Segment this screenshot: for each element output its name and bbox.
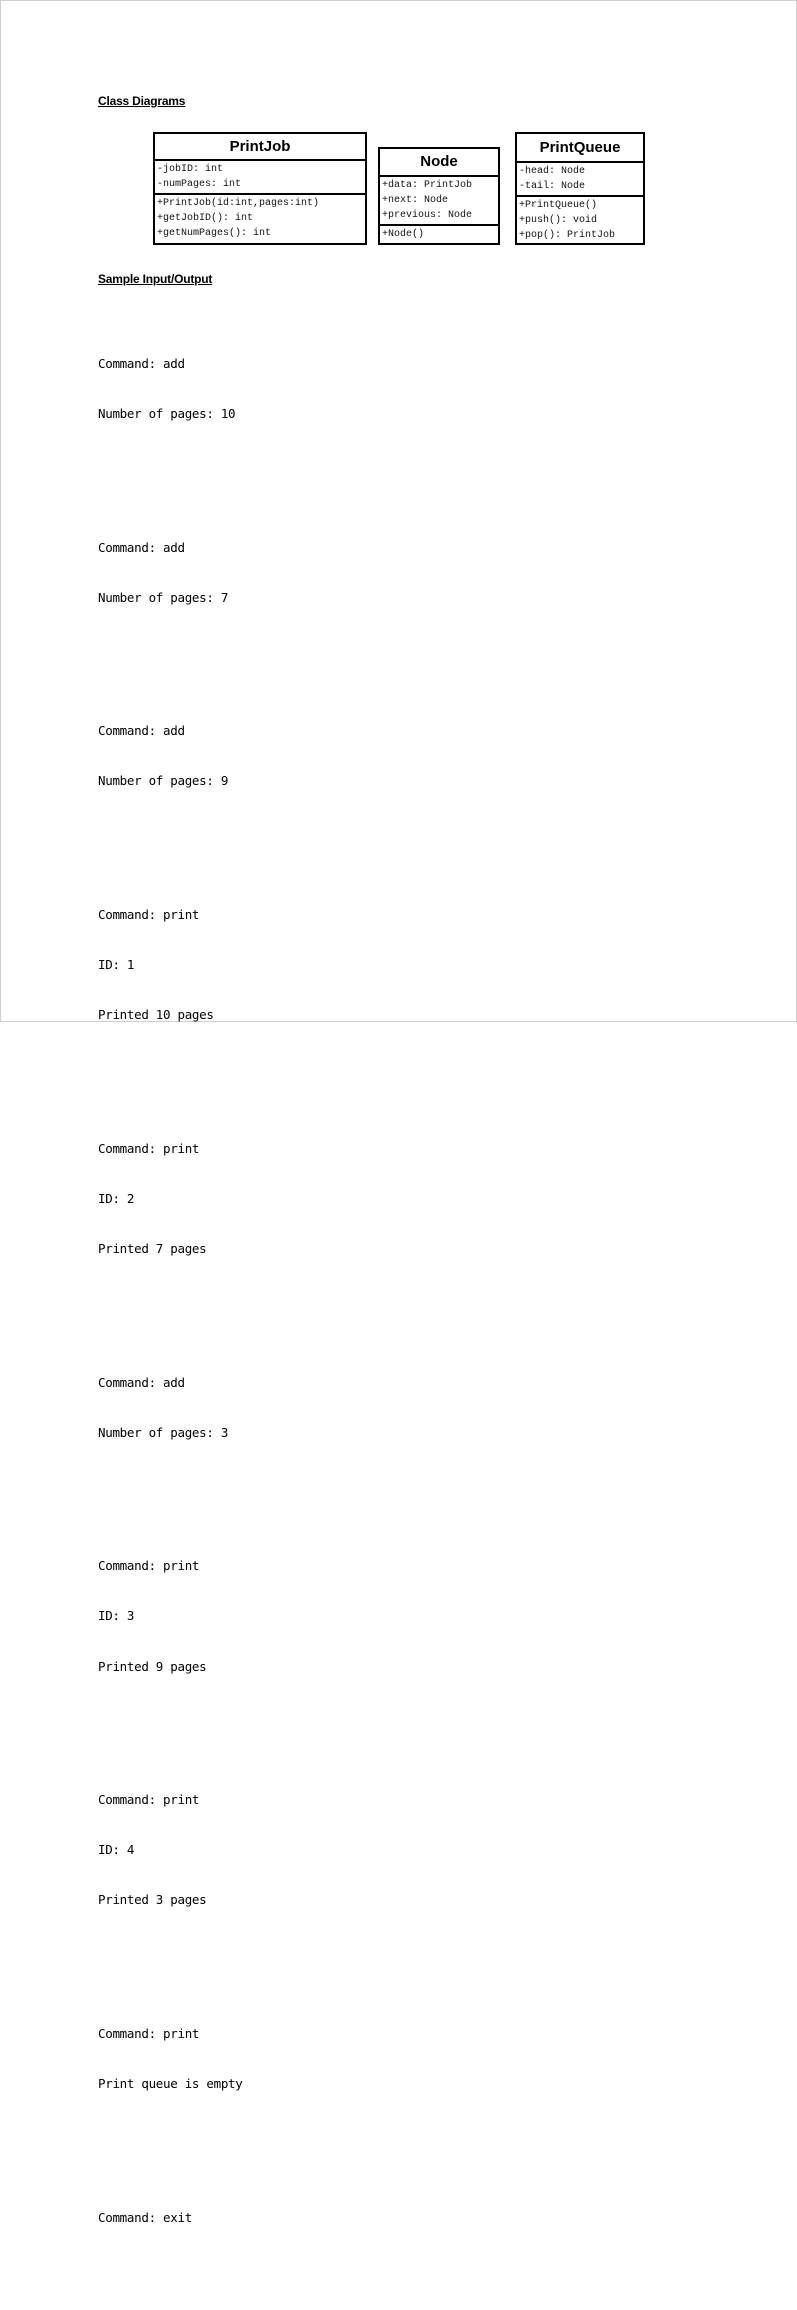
io-line: Command: print bbox=[98, 1792, 200, 1808]
io-block bbox=[98, 874, 243, 1058]
printqueue-attributes bbox=[517, 163, 643, 197]
printqueue-method: +push(): void bbox=[519, 215, 598, 226]
printjob-method: +PrintJob(id:int,pages:int) bbox=[157, 198, 320, 209]
io-block bbox=[98, 690, 243, 824]
printjob-attribute: -numPages: int bbox=[157, 179, 242, 190]
io-line: Printed 3 pages bbox=[98, 1892, 207, 1908]
node-attribute: +data: PrintJob bbox=[382, 180, 473, 191]
node-attributes bbox=[380, 177, 498, 226]
printqueue-attribute: -tail: Node bbox=[519, 181, 586, 192]
printqueue-method: +PrintQueue() bbox=[519, 200, 598, 211]
io-block bbox=[98, 506, 243, 640]
node-attribute: +previous: Node bbox=[382, 210, 473, 221]
printqueue-class-name: PrintQueue bbox=[517, 134, 643, 163]
io-block bbox=[98, 1993, 243, 2127]
io-line: Printed 10 pages bbox=[98, 1007, 214, 1023]
printjob-attributes bbox=[155, 161, 365, 195]
sample-io-transcript bbox=[98, 289, 243, 2310]
printjob-methods bbox=[155, 195, 365, 242]
io-line: Number of pages: 3 bbox=[98, 1424, 229, 1440]
printjob-class-box bbox=[153, 132, 367, 245]
node-methods bbox=[380, 226, 498, 243]
io-line: Command: add bbox=[98, 723, 185, 739]
io-line: ID: 2 bbox=[98, 1190, 135, 1206]
printqueue-class-box bbox=[515, 132, 645, 245]
node-method: +Node() bbox=[382, 229, 425, 240]
io-block bbox=[98, 322, 243, 456]
sample-io-heading: Sample Input/Output bbox=[98, 272, 213, 286]
io-line: Number of pages: 9 bbox=[98, 773, 229, 789]
io-line: ID: 1 bbox=[98, 957, 135, 973]
io-line: Command: print bbox=[98, 906, 200, 922]
io-line: Number of pages: 10 bbox=[98, 405, 236, 421]
io-block bbox=[98, 2176, 243, 2260]
io-line: Command: print bbox=[98, 2026, 200, 2041]
io-block bbox=[98, 1525, 243, 1709]
io-line: Number of pages: 7 bbox=[98, 589, 229, 605]
class-diagrams-heading: Class Diagrams bbox=[98, 94, 186, 108]
io-line: Command: add bbox=[98, 355, 185, 371]
printqueue-attribute: -head: Node bbox=[519, 166, 586, 177]
io-block bbox=[98, 1341, 243, 1475]
io-block bbox=[98, 1107, 243, 1291]
io-line: ID: 3 bbox=[98, 1608, 135, 1624]
io-line: Command: print bbox=[98, 1558, 200, 1574]
printjob-method: +getJobID(): int bbox=[157, 213, 254, 224]
io-line: Command: add bbox=[98, 539, 185, 555]
printqueue-methods bbox=[517, 197, 643, 244]
io-line: Print queue is empty bbox=[98, 2076, 243, 2092]
printqueue-method: +pop(): PrintJob bbox=[519, 230, 616, 241]
node-attribute: +next: Node bbox=[382, 195, 449, 206]
node-class-box bbox=[378, 147, 500, 245]
node-class-name: Node bbox=[380, 149, 498, 177]
io-line: Command: print bbox=[98, 1140, 200, 1156]
io-block bbox=[98, 1759, 243, 1943]
printjob-attribute: -jobID: int bbox=[157, 164, 224, 175]
io-line: ID: 4 bbox=[98, 1842, 135, 1858]
io-line: Printed 9 pages bbox=[98, 1658, 207, 1674]
io-line: Command: exit bbox=[98, 2209, 192, 2225]
io-line: Printed 7 pages bbox=[98, 1241, 207, 1257]
io-line: Command: add bbox=[98, 1374, 185, 1390]
printjob-method: +getNumPages(): int bbox=[157, 228, 272, 239]
printjob-class-name: PrintJob bbox=[155, 134, 365, 161]
